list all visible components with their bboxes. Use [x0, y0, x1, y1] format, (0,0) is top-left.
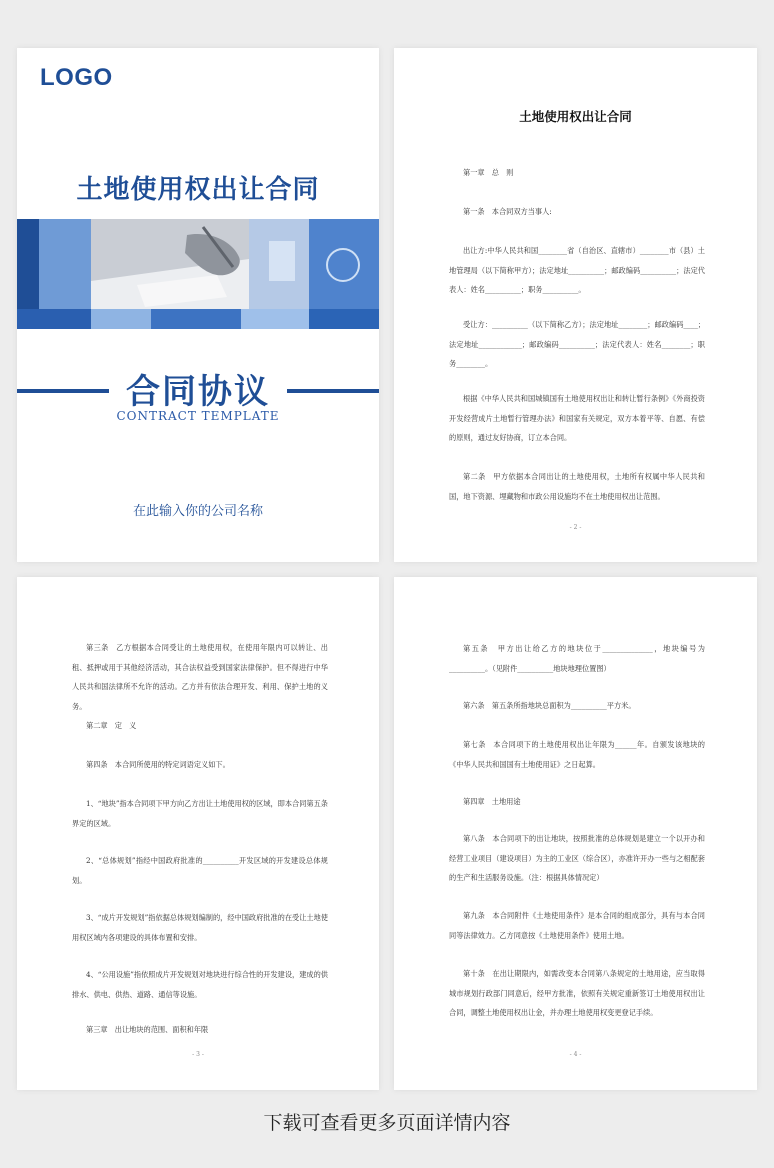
- cover-title: 土地使用权出让合同: [76, 175, 320, 205]
- banner-left-block: [17, 219, 39, 309]
- definition-item: 3、“成片开发规划”指依据总体规划编制的，经中国政府批准的在受让土地使用权区域内各项建设的具体布置和安排。: [72, 913, 328, 942]
- article-paragraph: 第二条 甲方依据本合同出让的土地使用权，土地所有权属中华人民共和国，地下资源、埋藏物和市政公用设施均不在土地使用权出让范围。: [449, 472, 705, 501]
- document-page-2: [394, 48, 757, 562]
- document-page-3: [17, 577, 379, 1090]
- document-page-4: [394, 577, 757, 1090]
- download-more-link[interactable]: 下载可查看更多页面详情内容: [263, 1112, 511, 1134]
- logo: LOGO: [40, 64, 113, 91]
- page-number: - 3 -: [192, 1051, 204, 1058]
- article-paragraph: 第三条 乙方根据本合同受让的土地使用权，在使用年限内可以转让、出租、抵押或用于其他经济活动，其合法权益受到国家法律保护。但不得进行中华人民共和国法律所不允许的活动。乙方并有依法合理开发、利用、保护土地的义务。: [72, 643, 328, 711]
- page-number: - 2 -: [569, 524, 582, 531]
- page-number: - 4 -: [569, 1051, 582, 1058]
- cover-banner: [17, 219, 379, 329]
- article-paragraph: 第七条 本合同项下的土地使用权出让年限为______年。自颁发该地块的《中华人民共和国国有土地使用证》之日起算。: [449, 740, 705, 769]
- article-paragraph: 第九条 本合同附件《土地使用条件》是本合同的组成部分，具有与本合同同等法律效力。乙方同意按《土地使用条件》使用土地。: [449, 911, 705, 940]
- chapter-heading: 第一章 总 则: [463, 168, 514, 177]
- article-paragraph: 第一条 本合同双方当事人:: [463, 207, 552, 216]
- article-paragraph: 根据《中华人民共和国城镇国有土地使用权出让和转让暂行条例》《外商投资开发经营成片土地暂行管理办法》和国家有关规定，双方本着平等、自愿、有偿的原则，通过友好协商，订立本合同。: [449, 394, 705, 442]
- definition-item: 2、“总体规划”指经中国政府批准的__________开发区域的开发建设总体规划。: [72, 856, 328, 885]
- article-paragraph: 受让方：__________（以下简称乙方）；法定地址________；邮政编码____；法定地址____________；邮政编码__________；法定代表人：姓名________；职务________。: [449, 320, 705, 368]
- document-title: 土地使用权出让合同: [519, 109, 632, 124]
- chapter-heading: 第四章 土地用途: [463, 797, 521, 806]
- chapter-heading: 第二章 定 义: [86, 721, 137, 730]
- agreement-heading: 合同协议: [126, 372, 270, 412]
- article-paragraph: 出让方:中华人民共和国________省（自治区、直辖市）________市（县）土地管理局（以下简称甲方）；法定地址__________；邮政编码__________；法定代表人：姓名__________；职务__________。: [449, 246, 705, 294]
- template-label: CONTRACT TEMPLATE: [116, 409, 280, 423]
- company-name-field[interactable]: 在此输入你的公司名称: [132, 504, 263, 519]
- article-paragraph: 第四条 本合同所使用的特定词语定义如下。: [86, 760, 230, 769]
- right-rule: [287, 389, 379, 393]
- article-paragraph: 第六条 第五条所指地块总面积为__________平方米。: [463, 701, 636, 710]
- definition-item: 1、“地块”指本合同项下甲方向乙方出让土地使用权的区域，即本合同第五条界定的区域。: [72, 799, 328, 828]
- article-paragraph: 第五条 甲方出让给乙方的地块位于______________，地块编号为__________。（见附件__________地块地理位置图）: [449, 644, 705, 673]
- definition-item: 4、“公用设施”指依照成片开发规划对地块进行综合性的开发建设，建成的供排水、供电、供热、道路、通信等设施。: [72, 970, 328, 999]
- article-paragraph: 第八条 本合同项下的出让地块，按照批准的总体规划是建立一个以开办和经营工业项目（建设项目）为主的工业区（综合区），亦准许开办一些与之相配套的生产和生活服务设施。（注：根据具体情况定）: [449, 834, 705, 882]
- cover-page: [17, 48, 379, 562]
- article-paragraph: 第十条 在出让期限内，如需改变本合同第八条规定的土地用途，应当取得城市规划行政部门同意后，经甲方批准，依照有关规定重新签订土地使用权出让合同，调整土地使用权出让金，并办理土地使用权变更登记手续。: [449, 969, 705, 1017]
- chapter-heading: 第三章 出让地块的范围、面积和年限: [86, 1025, 209, 1034]
